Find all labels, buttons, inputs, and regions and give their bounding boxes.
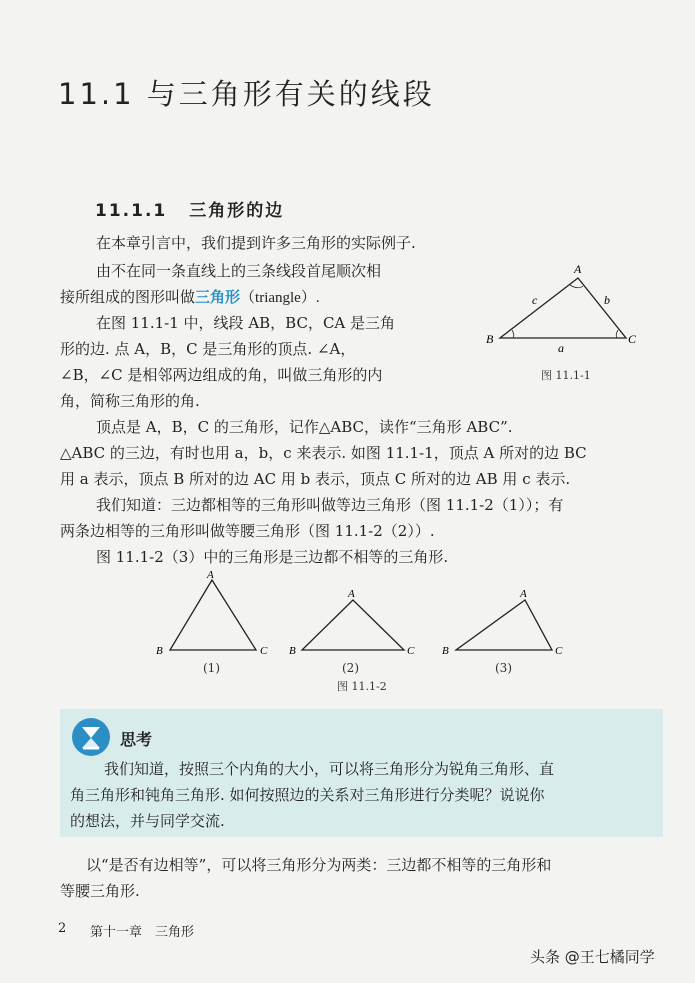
definition-post: （triangle）. xyxy=(240,290,320,306)
think-icon-glyph xyxy=(72,718,110,756)
triangle-scalene xyxy=(456,600,552,650)
triangle-isosceles xyxy=(302,600,404,650)
vertex-c-label: C xyxy=(628,332,637,346)
angle-b-arc xyxy=(512,330,514,338)
tri1-vertex-a: A xyxy=(207,569,214,581)
figure-sub-label-2: (2) xyxy=(342,661,359,675)
definition-term: 三角形 xyxy=(195,288,241,306)
paragraph-parts-line1: 在图 11.1-1 中，线段 AB，BC，CA 是三角 xyxy=(96,314,396,332)
triangle-abc xyxy=(500,278,626,338)
tri3-vertex-a: A xyxy=(520,588,527,600)
tri3-vertex-b: B xyxy=(442,645,449,657)
vertex-a-label: A xyxy=(574,262,582,276)
watermark: 头条 @王七橘同学 xyxy=(530,948,655,966)
tri1-vertex-c: C xyxy=(260,645,268,657)
vertex-b-label: B xyxy=(486,332,494,346)
paragraph-parts-line2: 形的边. 点 A，B，C 是三角形的顶点. ∠A， xyxy=(60,340,356,358)
paragraph-parts-line3: ∠B，∠C 是相邻两边组成的角，叫做三角形的内 xyxy=(60,366,383,384)
figure-sub-label-1: (1) xyxy=(203,661,220,675)
paragraph-scalene: 图 11.1-2（3）中的三角形是三边都不相等的三角形. xyxy=(96,548,449,566)
definition-pre: 接所组成的图形叫做 xyxy=(60,288,196,306)
paragraph-parts-line4: 角，简称三角形的角. xyxy=(60,392,200,410)
side-a-label: a xyxy=(558,341,564,355)
chapter-label: 第十一章 三角形 xyxy=(90,925,195,940)
tri2-vertex-a: A xyxy=(348,588,355,600)
page-number: 2 xyxy=(58,921,67,936)
think-text-line3: 的想法，并与同学交流. xyxy=(70,812,225,830)
section-heading xyxy=(95,196,284,221)
tri2-vertex-b: B xyxy=(289,645,296,657)
triangle-equilateral xyxy=(170,580,256,650)
paragraph-notation-line3: 用 a 表示，顶点 B 所对的边 AC 用 b 表示，顶点 C 所对的边 AB 用 c 表示. xyxy=(60,470,571,488)
paragraph-classes-line1: 我们知道：三边都相等的三角形叫做等边三角形（图 11.1-2（1））；有 xyxy=(96,496,564,514)
conclusion-line2: 等腰三角形. xyxy=(60,882,140,900)
paragraph-classes-line2: 两条边相等的三角形叫做等腰三角形（图 11.1-2（2））. xyxy=(60,522,435,540)
tri2-vertex-c: C xyxy=(407,645,415,657)
think-label: 思考 xyxy=(120,730,153,749)
tri1-vertex-b: B xyxy=(156,645,163,657)
paragraph-intro: 在本章引言中，我们提到许多三角形的实际例子. xyxy=(96,234,416,252)
angle-c-arc xyxy=(616,330,618,338)
think-text-line2: 角三角形和钝角三角形. 如何按照边的关系对三角形进行分类呢？说说你 xyxy=(70,786,545,804)
section-name: 三角形的边 xyxy=(189,201,285,221)
side-b-label: b xyxy=(604,293,610,307)
page-title: 11.1 与三角形有关的线段 xyxy=(58,77,435,111)
figure-sub-label-3: (3) xyxy=(495,661,512,675)
figure-11-1-2-caption: 图 11.1-2 xyxy=(337,680,387,693)
side-c-label: c xyxy=(532,293,538,307)
conclusion-line1: 以“是否有边相等”，可以将三角形分为两类：三边都不相等的三角形和 xyxy=(86,856,552,874)
figure-11-1-1 xyxy=(482,256,642,380)
think-icon xyxy=(72,718,110,756)
paragraph-definition-line1: 由不在同一条直线上的三条线段首尾顺次相 xyxy=(96,262,382,280)
paragraph-definition-line2 xyxy=(60,288,320,308)
paragraph-notation-line2: △ABC 的三边，有时也用 a，b，c 来表示. 如图 11.1-1，顶点 A 所对的边 BC xyxy=(60,444,587,462)
section-number: 11.1.1 xyxy=(95,201,168,221)
paragraph-notation-line1: 顶点是 A，B，C 的三角形，记作△ABC，读作“三角形 ABC”. xyxy=(96,418,513,436)
think-text-line1: 我们知道，按照三个内角的大小，可以将三角形分为锐角三角形、直 xyxy=(104,760,555,778)
figure-11-1-1-caption: 图 11.1-1 xyxy=(541,369,591,382)
tri3-vertex-c: C xyxy=(555,645,563,657)
angle-a-arc xyxy=(570,285,583,288)
